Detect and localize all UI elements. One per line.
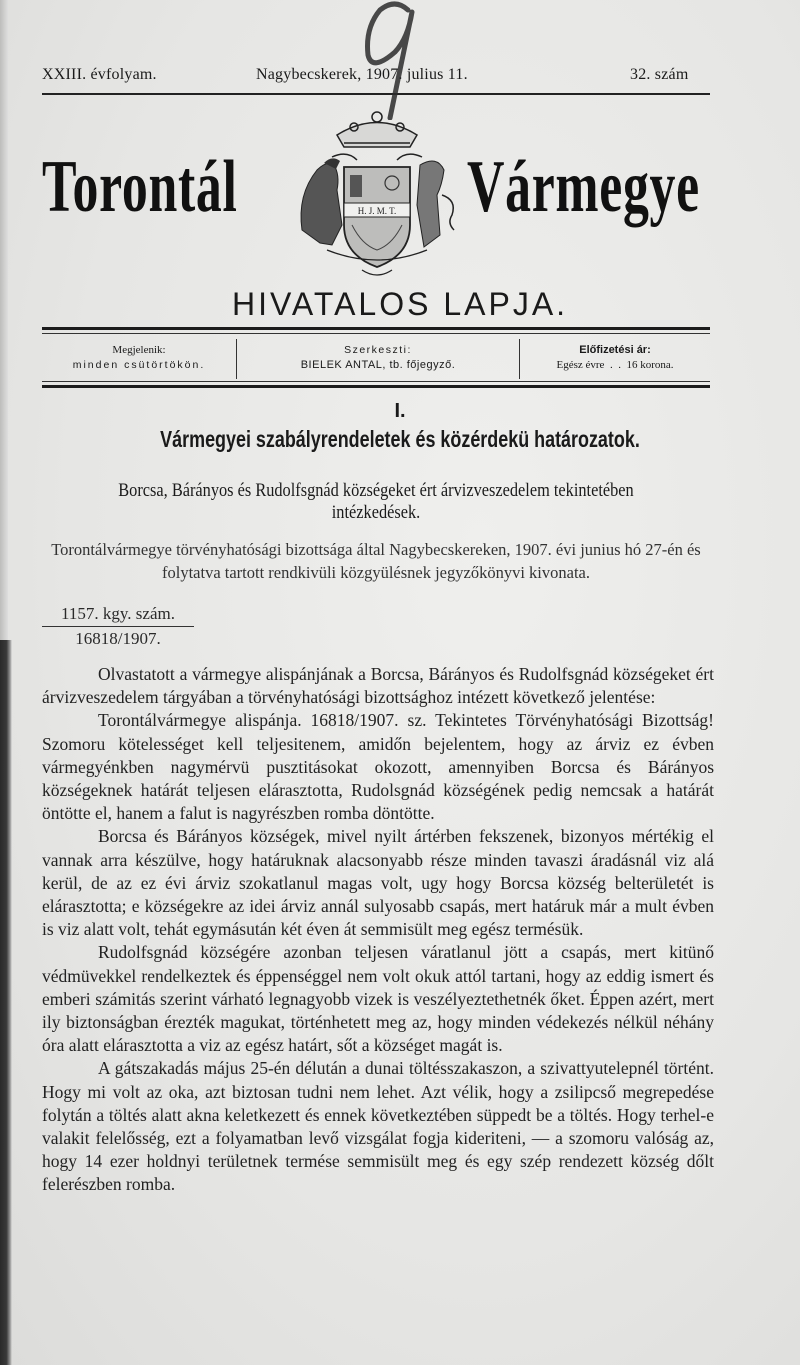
handwritten-page-number [340, 0, 430, 120]
info-subscription [519, 339, 710, 379]
info-editor [236, 339, 519, 379]
paragraph: Olvastatott a vármegye alispánjának a Borcsa, Bárányos és Rudolfsgnád községeket ért árvizveszedelem tárgyában a törvényhatósági bizottsághoz intézett következő jelentése: [42, 664, 714, 708]
editor-value: BIELEK ANTAL, tb. főjegyző. [300, 359, 456, 371]
info-rule-top-thick [42, 327, 710, 330]
masthead-title-left: Torontál [42, 146, 238, 228]
masthead-subtitle: HIVATALOS LAPJA. [231, 286, 569, 322]
article-intro: Torontálvármegye törvényhatósági bizottsága által Nagybecskereken, 1907. évi junius hó 27-én és folytatva tartott rendkivüli közgyülésnek jegyzőkönyvi kivonata. [51, 540, 701, 582]
editor-label: Szerkeszti: [344, 344, 412, 356]
paragraph: A gátszakadás május 25-én délután a dunai töltésszakaszon, a szivattyutelepnél történt. Hogy mi volt az oka, azt biztosan tudni nem lehet. Azt vélik, hogy a zsilipcső megrepedése folytán a töltés alatt akna keletkezett és ennek következtében süppedt be a töltés. Hogy terhel-e valakit felelősség, ezt a folyamatban levő vizsgálat fogja kideriteni, — a szomoru valóság az, hogy 14 ezer holdnyi területnek termése semmisült meg és egy szép rendezett község dőlt felerészben romba. [42, 1058, 714, 1195]
reference-line-1: 1157. kgy. szám. [42, 604, 194, 627]
reference-number [42, 604, 194, 649]
info-rule-top-thin [42, 333, 710, 334]
section-title: Vármegyei szabályrendeletek és közérdekü határozatok. [160, 426, 640, 452]
publication-label: Megjelenik: [112, 344, 166, 356]
coat-of-arms-icon [292, 105, 462, 280]
info-box [42, 339, 710, 379]
publication-value: minden csütörtökön. [72, 359, 206, 371]
info-publication [42, 339, 236, 379]
subscription-value: Egész évre . . 16 korona. [556, 359, 674, 371]
section-number: I. [394, 400, 406, 422]
article-body [42, 663, 714, 1197]
page-binding-edge [0, 640, 12, 1365]
crest-label: H. J. M. T. [357, 206, 397, 216]
volume-label: XXIII. évfolyam. [42, 66, 157, 83]
masthead-title-right: Vármegye [467, 146, 700, 228]
info-rule-bottom-thin [42, 381, 710, 382]
place-date: Nagybecskerek, 1907. julius 11. [256, 66, 468, 83]
paragraph: Torontálvármegye alispánja. 16818/1907. sz. Tekintetes Törvényhatósági Bizottság! Szomoru kötelességet kell teljesitenem, amidőn bejelentem, hogy az árviz ez évben vármegyénkben nagymérvü pusztitásokat okozott, amennyiben Borcsa és Bárányos községeknek határát teljesen elárasztotta, Rudolsgnád községének pedig nemcsak a határát öntötte el, hanem a falut is nagyrészben romba döntötte. [42, 710, 714, 824]
reference-line-2: 16818/1907. [75, 629, 161, 648]
article-title: Borcsa, Bárányos és Rudolfsgnád községeket ért árvizveszedelem tekintetében intézkedések. [118, 480, 634, 523]
subscription-label: Előfizetési ár: [579, 344, 651, 356]
paragraph: Rudolfsgnád községére azonban teljesen váratlanul jött a csapás, mert kitünő védmüvekkel rendelkeztek és éppenséggel nem volt okuk attól tartani, hogy az eddig ismert és emberi számitás szerint várható legnagyobb vizek is veszélyeztethetnék őket. Éppen azért, mert ily biztonságban érezték magukat, történhetett meg az, hogy minden védekezés nélkül néhány óra alatt elárasztotta a viz az egész határt, sőt a községet magát is. [42, 942, 714, 1056]
paragraph: Borcsa és Bárányos községek, mivel nyilt ártérben fekszenek, bizonyos mértékig el vannak arra készülve, hogy határuknak alacsonyabb része minden tavaszi áradásnál viz alá kerül, de az ez évi árviz szokatlanul magas volt, ugy hogy Borcsa község belterületét is elárasztotta; e községekre az idei árviz annál sulyosabb csapás, mert határuk már a mult évben is viz alatt volt, tehát egymásután két éven át semmisült meg egész termésük. [42, 826, 714, 940]
info-rule-bottom-thick [42, 385, 710, 388]
issue-number: 32. szám [630, 66, 689, 83]
